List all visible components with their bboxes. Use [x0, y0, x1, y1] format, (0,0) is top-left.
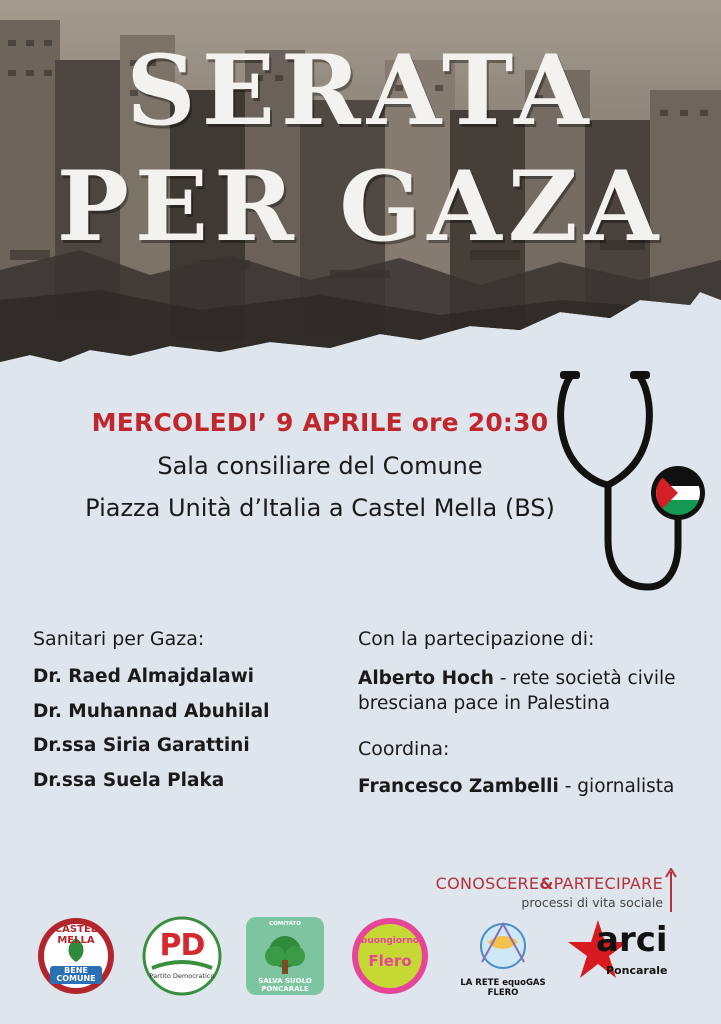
- arci-logo: [568, 916, 678, 996]
- pd-mark: PD: [159, 928, 205, 963]
- coordinator-role: - giornalista: [558, 776, 675, 797]
- organizer-block: [436, 874, 663, 910]
- buongiorno-flero-logo: [350, 916, 430, 996]
- doctors-column: [33, 628, 353, 804]
- arci-caption: Poncarale: [606, 964, 668, 977]
- buongiorno-mid: Flero: [368, 952, 412, 970]
- doctor-name: Dr. Raed Almajdalawi: [33, 666, 255, 687]
- rete-equogas-line-1: LA RETE equoGAS: [460, 978, 546, 988]
- castel-mella-bottom-1: BENE: [64, 966, 88, 975]
- castel-mella-top: CASTEL: [54, 924, 98, 935]
- castel-mella-mid: MELLA: [57, 935, 95, 946]
- castel-mella-bottom-2: COMUNE: [56, 974, 96, 983]
- coordination-heading: Coordina:: [358, 738, 450, 760]
- hero-banner: [0, 0, 721, 375]
- buongiorno-top: buongiorno: [360, 936, 420, 946]
- doctors-heading: Sanitari per Gaza:: [33, 628, 205, 650]
- salva-suolo-top: COMITATO: [269, 921, 301, 927]
- participation-heading: Con la partecipazione di:: [358, 628, 595, 650]
- rete-equogas-logo: [458, 916, 548, 996]
- doctor-name: Dr.ssa Siria Garattini: [33, 735, 250, 756]
- guests-column: [358, 628, 708, 799]
- salva-suolo-logo: [245, 916, 325, 996]
- event-address: Piazza Unità d’Italia a Castel Mella (BS): [85, 494, 555, 522]
- title-line-2: PER GAZA: [56, 150, 665, 263]
- salva-suolo-bottom-2: PONCARALE: [261, 985, 309, 993]
- pd-caption: Partito Democratico: [149, 972, 215, 980]
- organizer-tagline: processi di vita sociale: [521, 895, 663, 910]
- title-line-1: SERATA: [126, 34, 595, 147]
- event-date-time: MERCOLEDI’ 9 APRILE ore 20:30: [91, 408, 549, 437]
- participant-entry: [358, 666, 708, 716]
- participant-name: Alberto Hoch: [358, 668, 494, 689]
- doctor-name: Dr. Muhannad Abuhilal: [33, 700, 270, 722]
- rete-equogas-line-2: FLERO: [487, 988, 519, 998]
- stethoscope-icon: [548, 365, 708, 595]
- arrow-up-icon: [665, 868, 677, 912]
- castel-mella-logo: [36, 916, 116, 996]
- organizer-name-a: CONOSCERE: [435, 874, 540, 893]
- organizer-name-b: PARTECIPARE: [553, 874, 663, 893]
- arci-mark: arci: [596, 920, 668, 960]
- palestine-flag-icon: [651, 466, 705, 520]
- coordinator-entry: [358, 774, 708, 799]
- event-venue: Sala consiliare del Comune: [157, 452, 483, 480]
- coordinator-name: Francesco Zambelli: [358, 776, 559, 797]
- doctor-name: Dr.ssa Suela Plaka: [33, 769, 225, 791]
- organizer-name: [436, 874, 663, 893]
- salva-suolo-bottom-1: SALVA SUOLO: [258, 977, 312, 985]
- organizer-amp: &: [539, 874, 554, 893]
- participant-role: - rete società civile bresciana pace in Palestina: [358, 668, 676, 714]
- pd-logo: [142, 916, 222, 996]
